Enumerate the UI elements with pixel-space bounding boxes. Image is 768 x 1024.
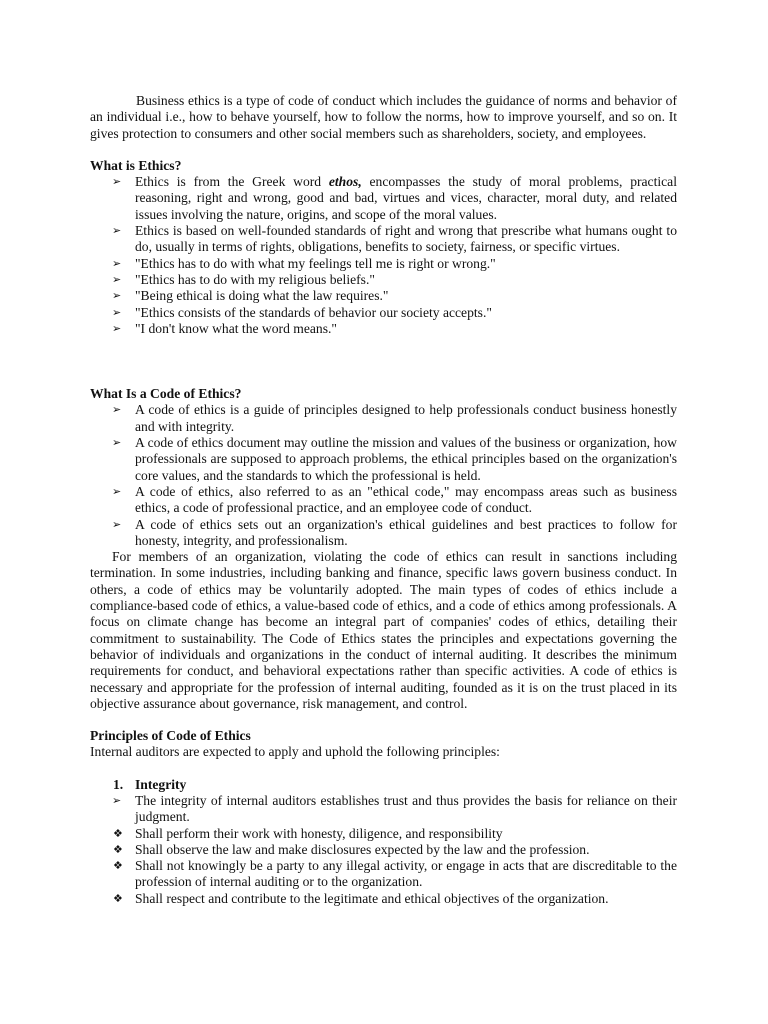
integrity-number: 1. — [113, 776, 124, 792]
list-item: ➢ A code of ethics is a guide of principles designed to help professionals conduct business honestly and with integrity. — [135, 402, 677, 435]
list-item: ➢ Ethics is from the Greek word ethos, encompasses the study of moral problems, practical reasoning, right and wrong, good and bad, virtues and vices, character, moral duty, and related issues involving the nature, origins, and scope of the moral values. — [135, 174, 677, 223]
list-item: ➢ "Ethics consists of the standards of behavior our society accepts." — [135, 305, 677, 321]
list-item: ➢ "Ethics has to do with my religious beliefs." — [135, 272, 677, 288]
heading-code-of-ethics: What Is a Code of Ethics? — [90, 386, 242, 402]
document-page — [90, 93, 677, 907]
sub-list-item: ❖ Shall respect and contribute to the legitimate and ethical objectives of the organization. — [135, 891, 677, 907]
principles-intro: Internal auditors are expected to apply and uphold the following principles: — [90, 744, 500, 760]
integrity-sublist — [90, 826, 677, 907]
integrity-heading — [90, 777, 677, 793]
code-of-ethics-paragraph: For members of an organization, violating the code of ethics can result in sanctions including termination. In some industries, including banking and finance, specific laws govern business conduct. In others, a code of ethics may be voluntarily adopted. The main types of codes of ethics include a compliance-based code of ethics, a value-based code of ethics, and a code of ethics among professionals. A focus on climate change has become an integral part of companies' codes of ethics, detailing their commitment to sustainability. The Code of Ethics states the principles and expectations governing the behavior of individuals and organizations in the conduct of internal auditing. It describes the minimum requirements for conduct, and behavioral expectations rather than specific activities. A code of ethics is necessary and appropriate for the profession of internal auditing, founded as it is on the trust placed in its objective assurance about governance, risk management, and control. — [90, 549, 677, 711]
intro-paragraph: Business ethics is a type of code of conduct which includes the guidance of norms and behavior of an individual i.e., how to behave yourself, how to follow the norms, how to improve yourself, and so on. It gives protection to consumers and other social members such as shareholders, society, and employees. — [90, 93, 677, 141]
heading-what-is-ethics: What is Ethics? — [90, 157, 182, 173]
list-item: ➢ A code of ethics sets out an organization's ethical guidelines and best practices to follow for honesty, integrity, and professionalism. — [135, 517, 677, 550]
list-item: ➢ The integrity of internal auditors establishes trust and thus provides the basis for reliance on their judgment. ❖ Shall perform their work with honesty, diligence, and responsibility ❖ Shall observe the law and make disclosures expected by the law and the profession. ❖ Shall not knowingly be a party to any illegal activity, or engage in acts that are discreditable to the profession of internal auditing or to the organization. ❖ Shall respect and contribute to the legitimate and ethical objectives of the organization. — [135, 793, 677, 907]
list-item: ➢ "Being ethical is doing what the law requires." — [135, 288, 677, 304]
list-item: ➢ A code of ethics, also referred to as an "ethical code," may encompass areas such as business ethics, a code of professional practice, and an employee code of conduct. — [135, 484, 677, 517]
list-item: ➢ Ethics is based on well-founded standards of right and wrong that prescribe what humans ought to do, usually in terms of rights, obligations, benefits to society, fairness, or specific virtues. — [135, 223, 677, 256]
ethics-list — [90, 174, 677, 337]
list-item: ➢ "Ethics has to do with what my feelings tell me is right or wrong." — [135, 256, 677, 272]
list-item: ➢ A code of ethics document may outline the mission and values of the business or organization, how professionals are supposed to approach problems, the ethical principles based on the organization's core values, and the standards to which the professional is held. — [135, 435, 677, 484]
sub-list-item: ❖ Shall not knowingly be a party to any illegal activity, or engage in acts that are discreditable to the profession of internal auditing or to the organization. — [135, 858, 677, 891]
sub-list-item: ❖ Shall perform their work with honesty, diligence, and responsibility — [135, 826, 677, 842]
sub-list-item: ❖ Shall observe the law and make disclosures expected by the law and the profession. — [135, 842, 677, 858]
list-item: ➢ "I don't know what the word means." — [135, 321, 677, 337]
code-of-ethics-list — [90, 402, 677, 549]
integrity-list — [90, 793, 677, 907]
ethos-word: ethos, — [328, 174, 362, 190]
integrity-title: Integrity — [135, 776, 187, 792]
heading-principles: Principles of Code of Ethics — [90, 728, 251, 744]
